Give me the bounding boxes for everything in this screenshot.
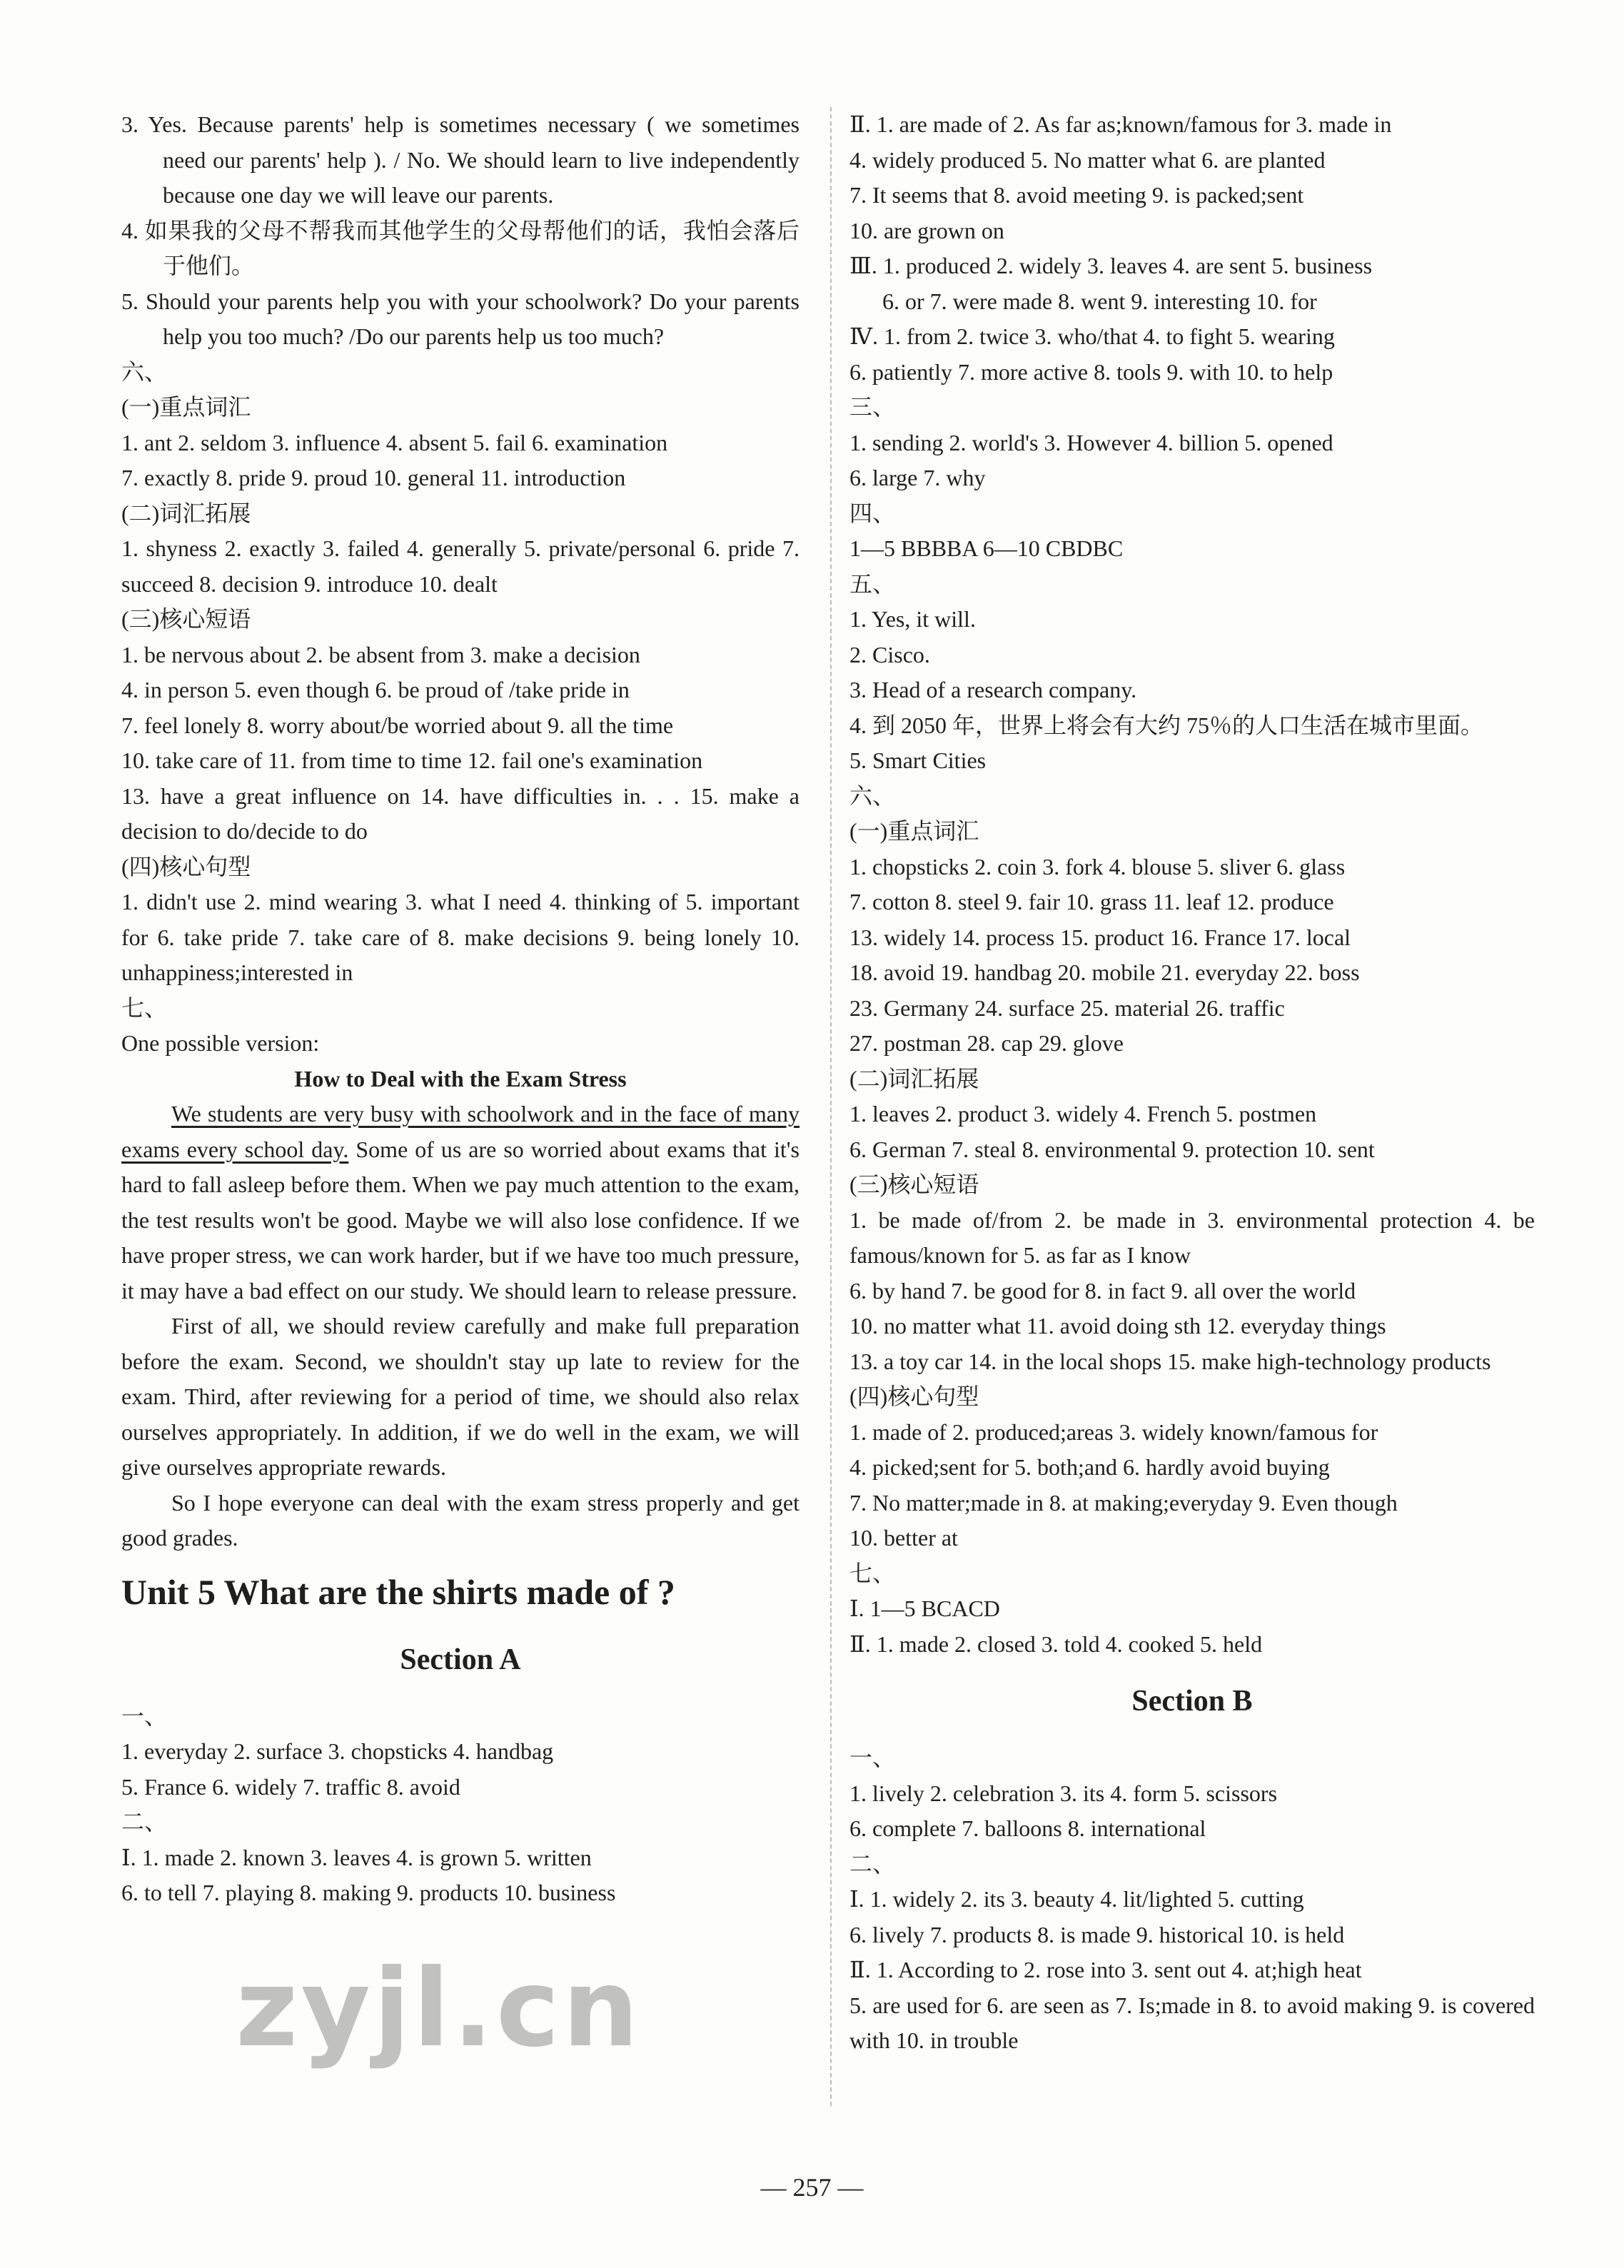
answer-line: 1. everyday 2. surface 3. chopsticks 4. handbag	[121, 1738, 554, 1764]
answer-line: One possible version:	[121, 1030, 320, 1056]
answer-line: 4. in person 5. even though 6. be proud of /take pride in	[121, 677, 630, 702]
answer-line: 四、	[849, 500, 896, 526]
answer-line: 13. a toy car 14. in the local shops 15. make high-technology products	[849, 1348, 1491, 1374]
answer-line: 10. take care of 11. from time to time 12. fail one's examination	[121, 747, 703, 773]
answer-line: 3. Yes. Because parents' help is sometimes necessary ( we sometimes need our parents' help ). / No. We should learn to live independently because one day we will leave our parents.	[121, 111, 800, 208]
answer-line: (一)重点词汇	[121, 394, 251, 420]
left-column	[121, 107, 800, 1911]
answer-line: Ⅱ. 1. made 2. closed 3. told 4. cooked 5. held	[849, 1631, 1263, 1657]
answer-line: (三)核心短语	[849, 1171, 979, 1197]
right-answer-lines	[849, 107, 1535, 1662]
section-a-answer-lines	[121, 1699, 800, 1911]
answer-line: 二、	[121, 1809, 168, 1835]
answer-line: 7. No matter;made in 8. at making;everyday 9. Even though	[849, 1489, 1398, 1516]
answer-line: 6. patiently 7. more active 8. tools 9. with 10. to help	[849, 358, 1333, 385]
unit-title: Unit 5 What are the shirts made of ?	[121, 1571, 675, 1612]
section-a-title: Section A	[400, 1643, 521, 1676]
answer-line: (二)词汇拓展	[121, 500, 251, 526]
answer-line: 23. Germany 24. surface 25. material 26. traffic	[849, 994, 1285, 1021]
answer-line: 4. 到 2050 年，世界上将会有大约 75％的人口生活在城市里面。	[849, 712, 1484, 738]
answer-line: 6. large 7. why	[849, 465, 986, 490]
answer-line: 7. exactly 8. pride 9. proud 10. general 11. introduction	[121, 465, 626, 490]
answer-line: (四)核心句型	[849, 1384, 979, 1409]
answer-line: 10. are grown on	[849, 217, 1004, 243]
answer-line: 六、	[121, 358, 168, 385]
answer-line: Ⅰ. 1. widely 2. its 3. beauty 4. lit/lighted 5. cutting	[849, 1886, 1304, 1912]
essay-paragraph-1-rest: Some of us are so worried about exams that it's hard to fall asleep before them. When we pay much attention to the exam, the test results won't be good. Maybe we will also lose confidence. If we have proper stress, we can work harder, but if we have too much pressure, it may have a bad effect on our study. We should learn to release pressure.	[121, 1136, 800, 1304]
answer-line: 13. widely 14. process 15. product 16. France 17. local	[849, 924, 1351, 950]
answer-line: 4. picked;sent for 5. both;and 6. hardly avoid buying	[849, 1454, 1330, 1480]
answer-line: 6. or 7. were made 8. went 9. interesting 10. for	[882, 288, 1317, 314]
answer-line: Ⅱ. 1. are made of 2. As far as;known/famous for 3. made in	[849, 111, 1392, 137]
answer-line: 7. cotton 8. steel 9. fair 10. grass 11. leaf 12. produce	[849, 889, 1334, 914]
answer-line: Ⅲ. 1. produced 2. widely 3. leaves 4. are sent 5. business	[849, 253, 1373, 278]
answer-line: 1. be nervous about 2. be absent from 3. make a decision	[121, 641, 640, 667]
answer-line: 二、	[849, 1850, 896, 1877]
answer-line: Ⅰ. 1. made 2. known 3. leaves 4. is grown 5. written	[121, 1844, 592, 1870]
answer-line: 1—5 BBBBA 6—10 CBDBC	[849, 535, 1124, 561]
answer-line: 5. Should your parents help you with your schoolwork? Do your parents help you too much? /Do our parents help us too much?	[121, 288, 800, 349]
answer-line: (一)重点词汇	[849, 818, 979, 844]
section-b-answer-lines	[849, 1740, 1535, 2059]
answer-line: 1. be made of/from 2. be made in 3. environmental protection 4. be famous/known for 5. as far as I know	[849, 1206, 1535, 1268]
answer-line: 6. to tell 7. playing 8. making 9. products 10. business	[121, 1880, 616, 1905]
column-divider	[830, 107, 833, 2106]
answer-line: 七、	[121, 994, 168, 1021]
answer-line: 1. chopsticks 2. coin 3. fork 4. blouse 5. sliver 6. glass	[849, 853, 1346, 880]
answer-line: 6. complete 7. balloons 8. international	[849, 1815, 1206, 1841]
left-answer-lines	[121, 107, 800, 1062]
answer-line: 4. 如果我的父母不帮我而其他学生的父母帮他们的话，我怕会落后于他们。	[121, 217, 800, 278]
answer-line: 6. lively 7. products 8. is made 9. historical 10. is held	[849, 1921, 1345, 1947]
answer-line: 27. postman 28. cap 29. glove	[849, 1030, 1124, 1056]
answer-line: 4. widely produced 5. No matter what 6. are planted	[849, 146, 1326, 173]
essay-paragraph-2: First of all, we should review carefully and make full preparation before the exam. Second, we shouldn't stay up late to review for the exam. Third, after reviewing for a period of time, we should also relax ourselves appropriately. In addition, if we do well in the exam, we will give ourselves appropriate rewards.	[121, 1313, 800, 1480]
answer-line: 1. made of 2. produced;areas 3. widely known/famous for	[849, 1418, 1378, 1445]
answer-line: Ⅳ. 1. from 2. twice 3. who/that 4. to fight 5. wearing	[849, 323, 1335, 349]
answer-line: 7. feel lonely 8. worry about/be worried about 9. all the time	[121, 712, 674, 738]
page-number: — 257 —	[760, 2173, 864, 2202]
essay-paragraph-3: So I hope everyone can deal with the exam stress properly and get good grades.	[121, 1489, 800, 1551]
answer-line: 5. Smart Cities	[849, 747, 987, 773]
answer-line: 1. lively 2. celebration 3. its 4. form 5. scissors	[849, 1780, 1278, 1806]
answer-line: 1. didn't use 2. mind wearing 3. what I need 4. thinking of 5. important for 6. take pride 7. take care of 8. make decisions 9. being lonely 10. unhappiness;interested in	[121, 889, 800, 985]
answer-line: 三、	[849, 394, 896, 420]
answer-line: 1. ant 2. seldom 3. influence 4. absent 5. fail 6. examination	[121, 429, 668, 455]
answer-line: (四)核心句型	[121, 853, 251, 880]
answer-line: 18. avoid 19. handbag 20. mobile 21. everyday 22. boss	[849, 959, 1360, 985]
answer-line: 1. leaves 2. product 3. widely 4. French 5. postmen	[849, 1101, 1317, 1127]
answer-line: 3. Head of a research company.	[849, 677, 1137, 702]
right-column	[849, 107, 1535, 2059]
answer-line: 1. sending 2. world's 3. However 4. billion 5. opened	[849, 429, 1333, 455]
essay-title: How to Deal with the Exam Stress	[294, 1065, 627, 1092]
answer-line: 七、	[849, 1560, 896, 1586]
answer-line: Ⅰ. 1—5 BCACD	[849, 1596, 1000, 1621]
answer-line: (三)核心短语	[121, 606, 251, 632]
answer-line: 六、	[849, 782, 896, 809]
answer-line: 五、	[849, 570, 896, 597]
answer-line: 1. Yes, it will.	[849, 606, 976, 632]
answer-line: 6. by hand 7. be good for 8. in fact 9. all over the world	[849, 1277, 1356, 1304]
answer-line: Ⅱ. 1. According to 2. rose into 3. sent out 4. at;high heat	[849, 1957, 1362, 1982]
watermark-logo: zyjl.cn	[236, 1947, 642, 2071]
answer-line: 10. no matter what 11. avoid doing sth 12. everyday things	[849, 1313, 1386, 1339]
answer-line: 10. better at	[849, 1525, 958, 1551]
answer-line: 2. Cisco.	[849, 641, 930, 667]
answer-line: 一、	[849, 1745, 896, 1770]
answer-line: 一、	[121, 1703, 168, 1729]
answer-line: 7. It seems that 8. avoid meeting 9. is packed;sent	[849, 182, 1304, 208]
answer-line: 6. German 7. steal 8. environmental 9. protection 10. sent	[849, 1136, 1375, 1162]
section-b-title: Section B	[1131, 1685, 1253, 1718]
answer-line: 5. are used for 6. are seen as 7. Is;made in 8. to avoid making 9. is covered with 10. in trouble	[849, 1992, 1535, 2053]
essay-underlined-sentence: We students are very busy with schoolwork and in the face of many exams every school day.	[121, 1101, 800, 1162]
essay-paragraph-1	[121, 1097, 800, 1309]
answer-line: 13. have a great influence on 14. have difficulties in. . . 15. make a decision to do/decide to do	[121, 782, 800, 844]
answer-line: (二)词汇拓展	[849, 1065, 979, 1092]
answer-line: 5. France 6. widely 7. traffic 8. avoid	[121, 1773, 460, 1800]
answer-line: 1. shyness 2. exactly 3. failed 4. generally 5. private/personal 6. pride 7. succeed 8. decision 9. introduce 10. dealt	[121, 535, 800, 597]
